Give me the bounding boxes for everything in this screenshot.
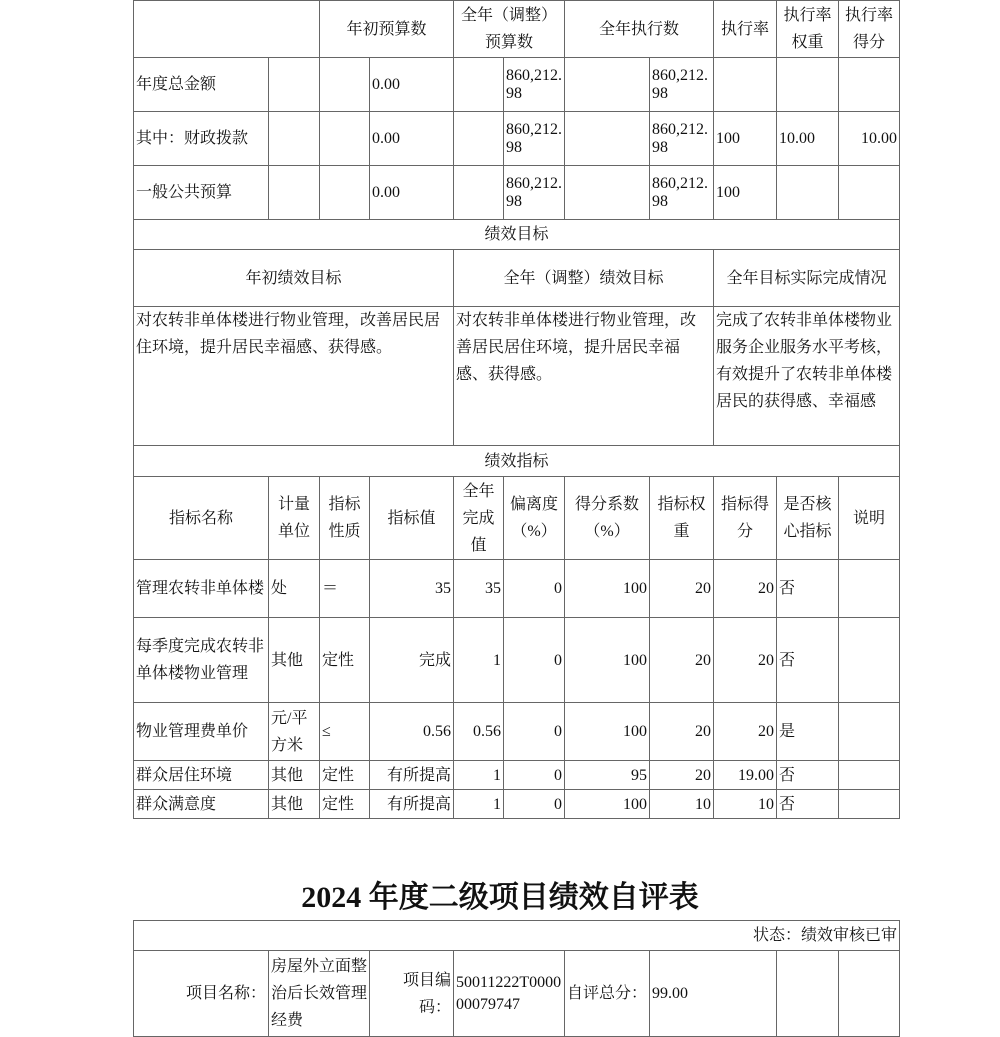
target-value: 完成 [370,618,454,703]
actual-value: 1 [454,790,504,819]
score [839,166,900,220]
project-name-label: 项目名称： [134,951,269,1037]
header-blank [134,1,320,58]
actual-value: 1 [454,618,504,703]
row-label: 其中：财政拨款 [134,112,269,166]
initial: 0.00 [370,112,454,166]
is-core: 否 [777,790,839,819]
ind-header: 指标权重 [650,477,714,560]
goal-adjusted: 对农转非单体楼进行物业管理，改善居民居住环境，提升居民幸福感、获得感。 [454,307,714,446]
unit: 其他 [269,790,320,819]
deviation: 0 [504,761,565,790]
goals-content-row [134,307,900,446]
indicator-row [134,790,900,819]
self-score-value: 99.00 [650,951,777,1037]
actual-value: 1 [454,761,504,790]
ind-header: 指标值 [370,477,454,560]
indicators-section-title: 绩效指标 [134,446,900,477]
rate [714,58,777,112]
weight: 10 [650,790,714,819]
weight: 20 [650,618,714,703]
project-code-label: 项目编码： [370,951,454,1037]
indicator-name: 管理农转非单体楼 [134,560,269,618]
remark [839,703,900,761]
actual-value: 0.56 [454,703,504,761]
executed: 860,212.98 [650,112,714,166]
goal-header-initial: 年初绩效目标 [134,250,454,307]
goals-section-title: 绩效目标 [134,220,900,250]
initial: 0.00 [370,166,454,220]
unit: 元/平方米 [269,703,320,761]
target-value: 有所提高 [370,761,454,790]
second-table-title: 2024 年度二级项目绩效自评表 [301,881,699,914]
nature: 定性 [320,618,370,703]
project-info-row [134,951,900,1037]
second-project-table [133,920,900,1037]
header-initial-budget: 年初预算数 [320,1,454,58]
target-value: 0.56 [370,703,454,761]
remark [839,560,900,618]
budget-row [134,58,900,112]
goal-actual: 完成了农转非单体楼物业服务企业服务水平考核，有效提升了农转非单体楼居民的获得感、幸福感 [714,307,900,446]
budget-row [134,112,900,166]
target-value: 35 [370,560,454,618]
initial: 0.00 [370,58,454,112]
project-name-value: 房屋外立面整治后长效管理经费 [269,951,370,1037]
is-core: 否 [777,761,839,790]
nature: ＝ [320,560,370,618]
header-rate-weight: 执行率权重 [777,1,839,58]
indicator-score: 19.00 [714,761,777,790]
weight: 20 [650,761,714,790]
score-coefficient: 100 [565,703,650,761]
rate: 100 [714,166,777,220]
unit: 处 [269,560,320,618]
indicator-score: 10 [714,790,777,819]
goal-header-actual: 全年目标实际完成情况 [714,250,900,307]
score: 10.00 [839,112,900,166]
unit: 其他 [269,761,320,790]
rate: 100 [714,112,777,166]
remark [839,618,900,703]
score-coefficient: 95 [565,761,650,790]
header-rate: 执行率 [714,1,777,58]
weight: 20 [650,703,714,761]
is-core: 否 [777,560,839,618]
ind-header: 全年完成值 [454,477,504,560]
deviation: 0 [504,618,565,703]
adjusted: 860,212.98 [504,112,565,166]
weight [777,166,839,220]
score [839,58,900,112]
is-core: 是 [777,703,839,761]
ind-header: 计量单位 [269,477,320,560]
ind-header: 指标性质 [320,477,370,560]
self-score-label: 自评总分： [565,951,650,1037]
remark [839,761,900,790]
indicator-score: 20 [714,703,777,761]
indicators-header-row [134,477,900,560]
deviation: 0 [504,560,565,618]
score-coefficient: 100 [565,618,650,703]
unit: 其他 [269,618,320,703]
row-label: 年度总金额 [134,58,269,112]
executed: 860,212.98 [650,166,714,220]
indicator-score: 20 [714,560,777,618]
is-core: 否 [777,618,839,703]
indicator-row [134,703,900,761]
indicator-row [134,761,900,790]
status-text: 状态：绩效审核已审 [134,921,900,951]
ind-header: 说明 [839,477,900,560]
goals-header-row [134,250,900,307]
weight: 10.00 [777,112,839,166]
weight [777,58,839,112]
indicator-row [134,618,900,703]
actual-value: 35 [454,560,504,618]
ind-header: 是否核心指标 [777,477,839,560]
header-rate-score: 执行率得分 [839,1,900,58]
indicator-name: 群众居住环境 [134,761,269,790]
header-executed: 全年执行数 [565,1,714,58]
budget-and-performance-table [133,0,900,819]
score-coefficient: 100 [565,790,650,819]
indicator-score: 20 [714,618,777,703]
indicator-row [134,560,900,618]
budget-row [134,166,900,220]
header-adjusted-budget: 全年（调整）预算数 [454,1,565,58]
goal-initial: 对农转非单体楼进行物业管理，改善居民居住环境，提升居民幸福感、获得感。 [134,307,454,446]
indicator-name: 物业管理费单价 [134,703,269,761]
project-code-value: 50011222T000000079747 [454,951,565,1037]
goal-header-adjusted: 全年（调整）绩效目标 [454,250,714,307]
adjusted: 860,212.98 [504,166,565,220]
budget-header-row [134,1,900,58]
nature: 定性 [320,790,370,819]
nature: ≤ [320,703,370,761]
score-coefficient: 100 [565,560,650,618]
ind-header: 指标名称 [134,477,269,560]
weight: 20 [650,560,714,618]
ind-header: 指标得分 [714,477,777,560]
ind-header: 得分系数（%） [565,477,650,560]
nature: 定性 [320,761,370,790]
deviation: 0 [504,703,565,761]
remark [839,790,900,819]
executed: 860,212.98 [650,58,714,112]
ind-header: 偏离度（%） [504,477,565,560]
deviation: 0 [504,790,565,819]
indicator-name: 每季度完成农转非单体楼物业管理 [134,618,269,703]
adjusted: 860,212.98 [504,58,565,112]
row-label: 一般公共预算 [134,166,269,220]
target-value: 有所提高 [370,790,454,819]
indicator-name: 群众满意度 [134,790,269,819]
